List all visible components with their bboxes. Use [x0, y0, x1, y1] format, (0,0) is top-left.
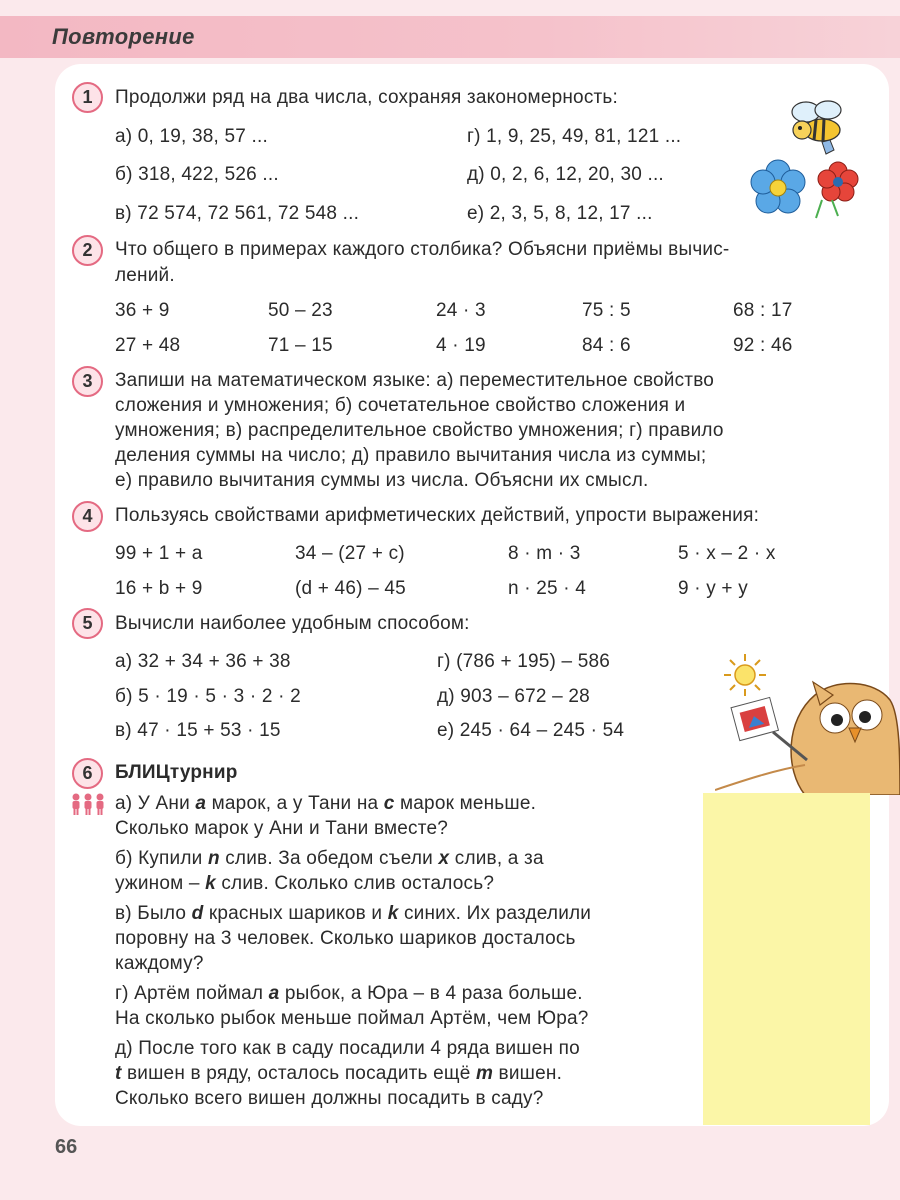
task-3-line: умножения; в) распределительное свойство умножения; г) правило — [115, 420, 724, 441]
people-group-icon — [70, 792, 106, 816]
task-1-prompt: Продолжи ряд на два числа, сохраняя закономерность: — [115, 87, 618, 108]
task-5-item-c: в) 47 · 15 + 53 · 15 — [115, 720, 281, 741]
task-5-item-b: б) 5 · 19 · 5 · 3 · 2 · 2 — [115, 686, 301, 707]
task-4-expr: n · 25 · 4 — [508, 578, 587, 599]
task-1-item-d: г) 1, 9, 25, 49, 81, 121 ... — [467, 126, 682, 147]
task-5-prompt: Вычисли наиболее удобным способом: — [115, 613, 470, 634]
task-2-expr: 71 – 15 — [268, 335, 333, 356]
task-6-c-line1: в) Было d красных шариков и k синих. Их разделили — [115, 903, 592, 924]
task-2-expr: 68 : 17 — [733, 300, 793, 321]
task-5-item-d: г) (786 + 195) – 586 — [437, 651, 611, 672]
task-5-item-e: д) 903 – 672 – 28 — [437, 686, 590, 707]
task-1-item-a: а) 0, 19, 38, 57 ... — [115, 126, 268, 147]
task-2-expr: 84 : 6 — [582, 335, 631, 356]
task-6-e-line1: д) После того как в саду посадили 4 ряда вишен по — [115, 1038, 580, 1059]
task-4-expr: 99 + 1 + a — [115, 543, 203, 564]
task-2-expr: 36 + 9 — [115, 300, 170, 321]
task-1-item-f: е) 2, 3, 5, 8, 12, 17 ... — [467, 203, 653, 224]
task-6-d-line1: г) Артём поймал a рыбок, а Юра – в 4 раза больше. — [115, 983, 583, 1004]
task-number-6: 6 — [72, 758, 103, 789]
task-3-line: е) правило вычитания суммы из числа. Объясни их смысл. — [115, 470, 649, 491]
task-6-c-line2: поровну на 3 человек. Сколько шариков досталось — [115, 928, 576, 949]
task-6-d-line2: На сколько рыбок меньше поймал Артём, чем Юра? — [115, 1008, 589, 1029]
task-4-expr: (d + 46) – 45 — [295, 578, 406, 599]
task-4-expr: 8 · m · 3 — [508, 543, 581, 564]
task-1-item-c: в) 72 574, 72 561, 72 548 ... — [115, 203, 360, 224]
note-box — [703, 793, 870, 1125]
page-title: Повторение — [52, 24, 195, 49]
owl-illustration — [715, 660, 900, 795]
task-3-line: сложения и умножения; б) сочетательное свойство сложения и — [115, 395, 686, 416]
page-number: 66 — [55, 1136, 78, 1158]
task-6-e-line3: Сколько всего вишен должны посадить в саду? — [115, 1088, 544, 1109]
task-2-expr: 50 – 23 — [268, 300, 333, 321]
task-2-prompt-line1: Что общего в примерах каждого столбика? Объясни приёмы вычис- — [115, 239, 730, 260]
task-3-line: деления суммы на число; д) правило вычитания числа из суммы; — [115, 445, 707, 466]
task-4-expr: 16 + b + 9 — [115, 578, 203, 599]
flowers-illustration — [742, 152, 872, 222]
task-5-item-a: а) 32 + 34 + 36 + 38 — [115, 651, 291, 672]
task-6-c-line3: каждому? — [115, 953, 204, 974]
task-2-expr: 24 · 3 — [436, 300, 486, 321]
task-number-4: 4 — [72, 501, 103, 532]
task-6-e-line2: t вишен в ряду, осталось посадить ещё m вишен. — [115, 1063, 563, 1084]
task-5-item-f: е) 245 · 64 – 245 · 54 — [437, 720, 625, 741]
task-3-line: Запиши на математическом языке: а) переместительное свойство — [115, 370, 715, 391]
task-number-2: 2 — [72, 235, 103, 266]
task-4-expr: 34 – (27 + c) — [295, 543, 405, 564]
task-2-prompt-line2: лений. — [115, 265, 175, 286]
task-6-b-line2: ужином – k слив. Сколько слив осталось? — [115, 873, 495, 894]
task-number-5: 5 — [72, 608, 103, 639]
task-1-item-e: д) 0, 2, 6, 12, 20, 30 ... — [467, 164, 664, 185]
task-2-expr: 75 : 5 — [582, 300, 631, 321]
task-6-b-line1: б) Купили n слив. За обедом съели x слив, а за — [115, 848, 544, 869]
task-number-1: 1 — [72, 82, 103, 113]
task-4-prompt: Пользуясь свойствами арифметических действий, упрости выражения: — [115, 505, 760, 526]
task-2-expr: 4 · 19 — [436, 335, 486, 356]
task-4-expr: 9 · y + y — [678, 578, 748, 599]
task-2-expr: 92 : 46 — [733, 335, 793, 356]
task-1-item-b: б) 318, 422, 526 ... — [115, 164, 279, 185]
task-4-expr: 5 · x – 2 · x — [678, 543, 776, 564]
task-6-title: БЛИЦтурнир — [115, 762, 238, 783]
task-6-a-line2: Сколько марок у Ани и Тани вместе? — [115, 818, 448, 839]
task-number-3: 3 — [72, 366, 103, 397]
task-2-expr: 27 + 48 — [115, 335, 181, 356]
task-6-a-line1: а) У Ани a марок, а у Тани на c марок меньше. — [115, 793, 537, 814]
